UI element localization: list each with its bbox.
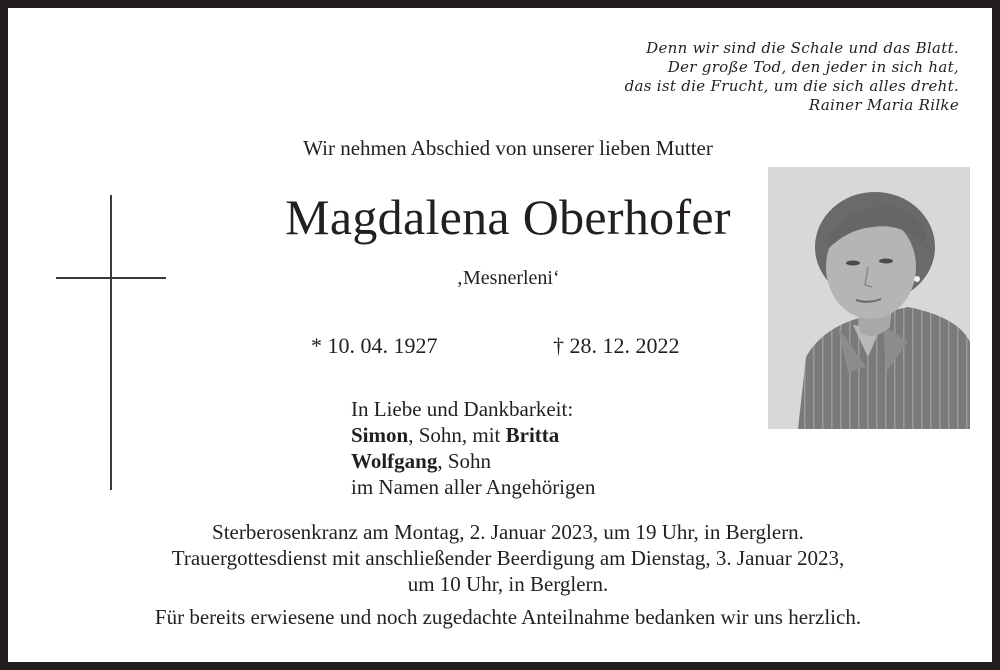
cross-icon <box>110 195 112 490</box>
family-member <box>351 448 595 474</box>
quote-author: Rainer Maria Rilke <box>808 96 959 114</box>
portrait-photo <box>768 167 970 429</box>
family-section <box>351 396 595 500</box>
member-relation: , Sohn, mit <box>408 423 506 447</box>
family-heading: In Liebe und Dankbarkeit: <box>351 397 574 421</box>
death-date: † 28. 12. 2022 <box>553 333 680 358</box>
cross-icon-bar <box>56 277 166 279</box>
quote-line: das ist die Frucht, um die sich alles dreht. <box>624 77 959 95</box>
intro-text: Wir nehmen Abschied von unserer lieben Mutter <box>303 136 713 160</box>
deceased-name: Magdalena Oberhofer <box>285 189 731 245</box>
deceased-nickname: ‚Mesnerleni‘ <box>456 267 560 289</box>
rilke-quote <box>625 39 959 115</box>
birth-date: * 10. 04. 1927 <box>311 333 438 358</box>
family-member <box>351 422 595 448</box>
service-line: um 10 Uhr, in Berglern. <box>407 572 609 596</box>
member-name: Simon <box>351 423 409 447</box>
member-partner: Britta <box>505 423 560 447</box>
family-closing: im Namen aller Angehörigen <box>351 475 596 499</box>
portrait-icon <box>768 167 970 429</box>
quote-line: Denn wir sind die Schale und das Blatt. <box>646 39 959 57</box>
member-name: Wolfgang <box>351 449 438 473</box>
service-line: Sterberosenkranz am Montag, 2. Januar 2023, um 19 Uhr, in Berglern. <box>212 520 804 544</box>
service-info <box>8 519 1000 597</box>
thanks-text: Für bereits erwiesene und noch zugedachte Anteilnahme bedanken wir uns herzlich. <box>154 605 862 629</box>
quote-line: Der große Tod, den jeder in sich hat, <box>667 58 959 76</box>
member-relation: , Sohn <box>437 449 492 473</box>
service-line: Trauergottesdienst mit anschließender Beerdigung am Dienstag, 3. Januar 2023, <box>171 546 845 570</box>
